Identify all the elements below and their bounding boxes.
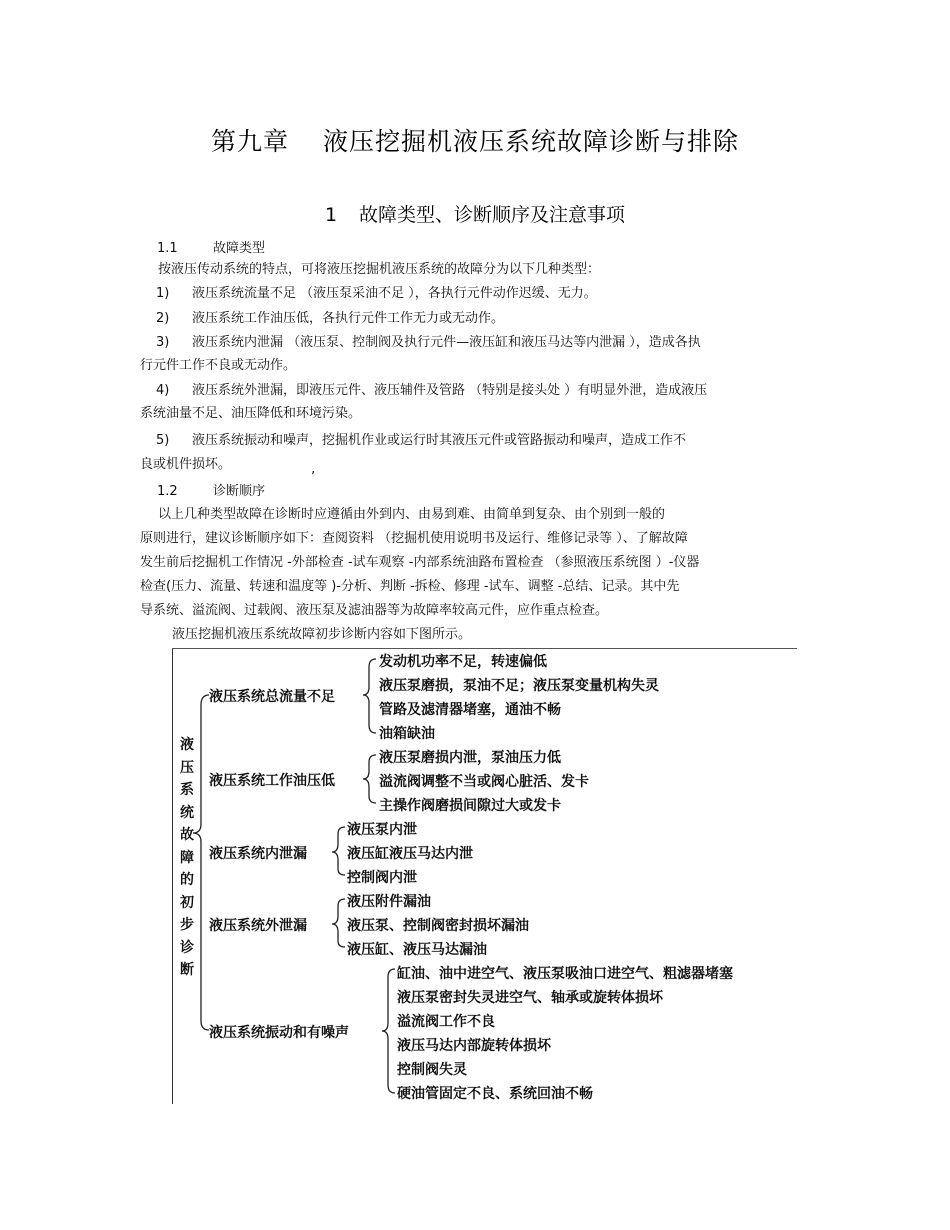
- root-char: 系: [180, 782, 194, 798]
- subsection-number: 1.2: [157, 484, 178, 499]
- subsection-heading-2: [157, 480, 265, 499]
- list-item-continuation: 行元件工作不良或无动作。: [140, 358, 297, 373]
- cause-item: 主操作阀磨损间隙过大或发卡: [379, 798, 561, 814]
- group-label: 液压系统内泄漏: [209, 846, 307, 862]
- cause-item: 液压泵内泄: [347, 822, 417, 838]
- order-line: 导系统、溢流阀、过载阀、液压泵及滤油器等为故障率较高元件，应作重点检查。: [140, 603, 609, 618]
- root-char: 断: [180, 962, 194, 978]
- root-char: 故: [180, 827, 194, 843]
- group-brace: [332, 827, 345, 875]
- list-item-continuation: 系统油量不足、油压降低和环境污染。: [140, 406, 362, 421]
- list-item: [156, 308, 821, 330]
- cause-item: 发动机功率不足，转速偏低: [379, 654, 547, 670]
- group-label: 液压系统总流量不足: [209, 689, 335, 705]
- root-char: 统: [180, 804, 194, 821]
- cause-item: 液压泵密封失灵进空气、轴承或旋转体损坏: [397, 990, 663, 1006]
- group-brace: [363, 659, 376, 733]
- list-item-number: 5): [156, 433, 170, 448]
- cause-item: 管路及滤清器堵塞，通油不畅: [379, 702, 561, 718]
- subsection-number: 1.1: [157, 241, 178, 256]
- order-line: 检查(压力、流量、转速和温度等 )-分析、判断 -拆检、修理 -试车、调整 -总结、记录。其中先: [140, 579, 680, 594]
- order-line: 以上几种类型故障在诊断时应遵循由外到内、由易到难、由简单到复杂、由个别到一般的: [158, 507, 666, 522]
- root-char: 初: [180, 894, 194, 911]
- subsection-title: 故障类型: [213, 241, 266, 256]
- diagram-root: [177, 734, 197, 982]
- cause-item: 溢流阀调整不当或阀心脏活、发卡: [379, 774, 589, 790]
- group-brace: [332, 899, 345, 947]
- cause-item: 液压泵、控制阀密封损坏漏油: [347, 918, 529, 934]
- list-item-number: 1): [156, 286, 170, 301]
- cause-item: 液压缸、液压马达漏油: [347, 942, 487, 958]
- stray-mark: ’: [311, 470, 316, 485]
- group-brace: [382, 969, 395, 1093]
- root-char: 障: [180, 849, 194, 866]
- cause-item: 液压缸液压马达内泄: [347, 846, 473, 862]
- intro-paragraph: 按液压传动系统的特点，可将液压挖掘机液压系统的故障分为以下几种类型：: [158, 262, 601, 277]
- chapter-title: [0, 122, 950, 158]
- root-char: 诊: [180, 939, 194, 956]
- list-item-text: 液压系统振动和噪声，挖掘机作业或运行时其液压元件或管路振动和噪声，造成工作不: [192, 433, 687, 448]
- cause-item: 油箱缺油: [379, 726, 435, 742]
- order-line: 原则进行，建议诊断顺序如下：查阅资料 （挖掘机使用说明书及运行、维修记录等 ）、了解故障: [140, 531, 688, 546]
- diagnosis-diagram: [172, 648, 797, 1104]
- cause-item: 液压马达内部旋转体损坏: [397, 1038, 551, 1054]
- chapter-number: 第九章: [210, 127, 289, 156]
- list-item-number: 4): [156, 383, 170, 398]
- cause-item: 缸油、油中进空气、液压泵吸油口进空气、粗滤器堵塞: [397, 966, 733, 982]
- section-title-text: 故障类型、诊断顺序及注意事项: [359, 204, 626, 226]
- list-item: [156, 380, 821, 402]
- list-item: [156, 332, 821, 354]
- root-char: 压: [180, 759, 194, 776]
- root-char: 步: [180, 917, 194, 933]
- section-title: [0, 200, 950, 227]
- list-item-text: 液压系统工作油压低，各执行元件工作无力或无动作。: [192, 311, 505, 326]
- cause-item: 溢流阀工作不良: [397, 1014, 495, 1030]
- cause-item: 液压泵磨损，泵油不足；液压泵变量机构失灵: [379, 678, 659, 694]
- list-item-number: 3): [156, 335, 170, 350]
- root-char: 液: [180, 737, 194, 753]
- subsection-heading-1: [157, 237, 265, 256]
- order-line: 发生前后挖掘机工作情况 -外部检查 -试车观察 -内部系统油路布置检查 （参照液压系统图 ）-仪器: [140, 555, 700, 570]
- list-item-text: 液压系统外泄漏，即液压元件、液压辅件及管路 （特别是接头处 ）有明显外泄，造成液压: [192, 383, 708, 398]
- cause-item: 控制阀内泄: [347, 870, 417, 886]
- list-item-number: 2): [156, 311, 170, 326]
- cause-item: 液压附件漏油: [347, 894, 431, 910]
- group-label: 液压系统工作油压低: [209, 773, 335, 789]
- figure-caption: 液压挖掘机液压系统故障初步诊断内容如下图所示。: [172, 627, 472, 642]
- section-number: 1: [324, 204, 338, 226]
- list-item: [156, 430, 821, 452]
- list-item-text: 液压系统内泄漏 （液压泵、控制阀及执行元件—液压缸和液压马达等内泄漏 ），造成各执: [192, 335, 701, 350]
- group-label: 液压系统振动和有噪声: [209, 1025, 349, 1041]
- cause-item: 液压泵磨损内泄，泵油压力低: [379, 750, 561, 766]
- root-char: 的: [180, 872, 194, 888]
- list-item-text: 液压系统流量不足 （液压泵采油不足 ），各执行元件动作迟缓、无力。: [192, 286, 597, 301]
- list-item-continuation: 良或机件损坏。: [140, 457, 232, 472]
- chapter-title-text: 液压挖掘机液压系统故障诊断与排除: [323, 127, 740, 156]
- cause-item: 控制阀失灵: [397, 1062, 467, 1078]
- subsection-title: 诊断顺序: [213, 484, 266, 499]
- group-label: 液压系统外泄漏: [209, 918, 307, 934]
- group-brace: [363, 755, 376, 803]
- cause-item: 硬油管固定不良、系统回油不畅: [397, 1086, 593, 1102]
- list-item: [156, 283, 821, 305]
